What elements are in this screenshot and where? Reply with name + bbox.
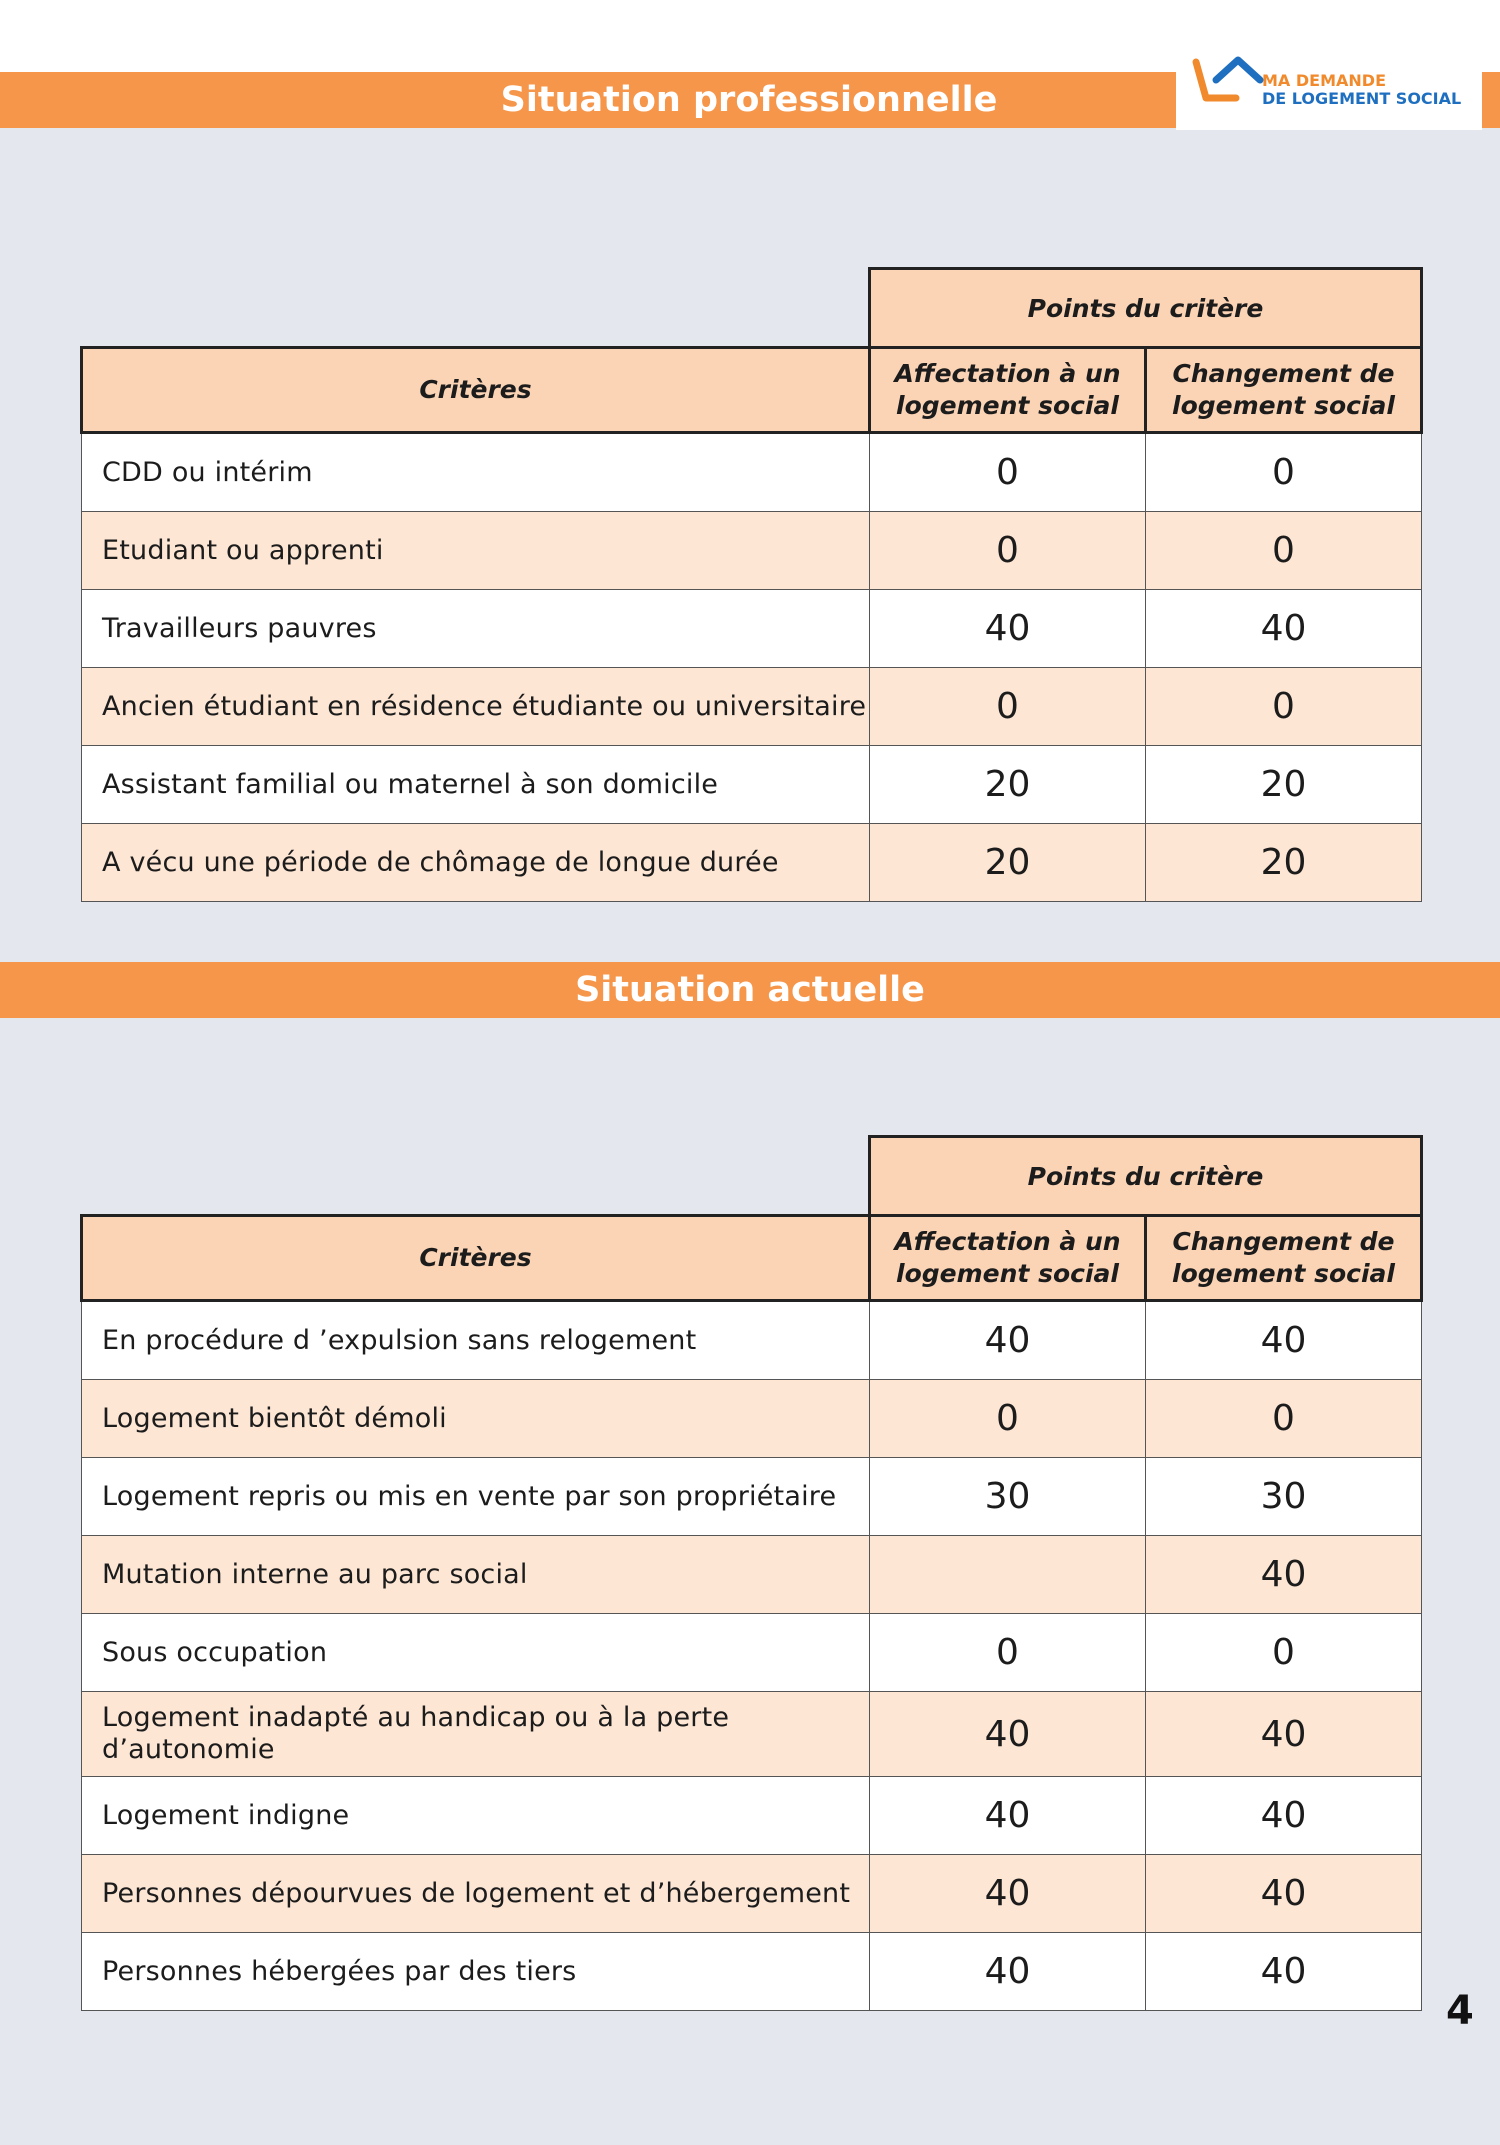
house-logo-icon [1190,50,1270,110]
table-row [82,1458,1422,1536]
table-row [82,1301,1422,1380]
criteria-table-professionnelle [80,267,1423,902]
column-header-changement: Changement de logement social [1146,348,1422,433]
affectation-points: 40 [870,1301,1146,1380]
changement-points: 0 [1146,512,1422,590]
changement-points: 40 [1146,1692,1422,1777]
affectation-points: 0 [870,512,1146,590]
affectation-points: 0 [870,1614,1146,1692]
section-title: Situation professionnelle [500,80,998,120]
changement-points: 0 [1146,1614,1422,1692]
changement-points: 0 [1146,433,1422,512]
affectation-points: 0 [870,1380,1146,1458]
table-row [82,590,1422,668]
criterion-label: Ancien étudiant en résidence étudiante ou universitaire [82,668,870,746]
criteria-table-actuelle [80,1135,1423,2011]
criterion-label: Logement repris ou mis en vente par son propriétaire [82,1458,870,1536]
column-header-criteres: Critères [82,348,870,433]
changement-points: 20 [1146,746,1422,824]
affectation-points: 0 [870,433,1146,512]
logo-text [1262,72,1461,108]
criterion-label: Personnes dépourvues de logement et d’hébergement [82,1855,870,1933]
criterion-label: Logement bientôt démoli [82,1380,870,1458]
table-corner [82,1137,870,1216]
affectation-points: 20 [870,746,1146,824]
changement-points: 40 [1146,1777,1422,1855]
affectation-points: 30 [870,1458,1146,1536]
table-row [82,746,1422,824]
criterion-label: En procédure d ’expulsion sans relogement [82,1301,870,1380]
section-banner-actuelle [0,962,1500,1018]
table-corner [82,269,870,348]
criterion-label: Logement inadapté au handicap ou à la perte d’autonomie [82,1692,870,1777]
criterion-label: CDD ou intérim [82,433,870,512]
group-header: Points du critère [870,1137,1422,1216]
table-row [82,1536,1422,1614]
table-row [82,433,1422,512]
changement-points: 40 [1146,590,1422,668]
affectation-points [870,1536,1146,1614]
changement-points: 0 [1146,668,1422,746]
table-row [82,668,1422,746]
changement-points: 30 [1146,1458,1422,1536]
affectation-points: 40 [870,1692,1146,1777]
table-row [82,1692,1422,1777]
criterion-label: Travailleurs pauvres [82,590,870,668]
affectation-points: 40 [870,1933,1146,2011]
table-row [82,1855,1422,1933]
criterion-label: Assistant familial ou maternel à son domicile [82,746,870,824]
changement-points: 40 [1146,1933,1422,2011]
column-header-changement: Changement de logement social [1146,1216,1422,1301]
criterion-label: Etudiant ou apprenti [82,512,870,590]
criterion-label: Personnes hébergées par des tiers [82,1933,870,2011]
logo-line-2: DE LOGEMENT SOCIAL [1262,89,1462,108]
criterion-label: Mutation interne au parc social [82,1536,870,1614]
group-header: Points du critère [870,269,1422,348]
affectation-points: 40 [870,1777,1146,1855]
affectation-points: 20 [870,824,1146,902]
affectation-points: 0 [870,668,1146,746]
logo [1176,40,1482,130]
changement-points: 40 [1146,1301,1422,1380]
affectation-points: 40 [870,1855,1146,1933]
table-row [82,824,1422,902]
table-row [82,512,1422,590]
table-row [82,1380,1422,1458]
changement-points: 40 [1146,1536,1422,1614]
criterion-label: A vécu une période de chômage de longue durée [82,824,870,902]
table-row [82,1933,1422,2011]
logo-line-1: MA DEMANDE [1262,71,1386,90]
changement-points: 0 [1146,1380,1422,1458]
column-header-affectation: Affectation à un logement social [870,348,1146,433]
table-row [82,1777,1422,1855]
changement-points: 20 [1146,824,1422,902]
section-title: Situation actuelle [575,970,925,1010]
page-number: 4 [1446,1988,1474,2034]
affectation-points: 40 [870,590,1146,668]
criterion-label: Sous occupation [82,1614,870,1692]
criterion-label: Logement indigne [82,1777,870,1855]
table-row [82,1614,1422,1692]
column-header-affectation: Affectation à un logement social [870,1216,1146,1301]
changement-points: 40 [1146,1855,1422,1933]
column-header-criteres: Critères [82,1216,870,1301]
